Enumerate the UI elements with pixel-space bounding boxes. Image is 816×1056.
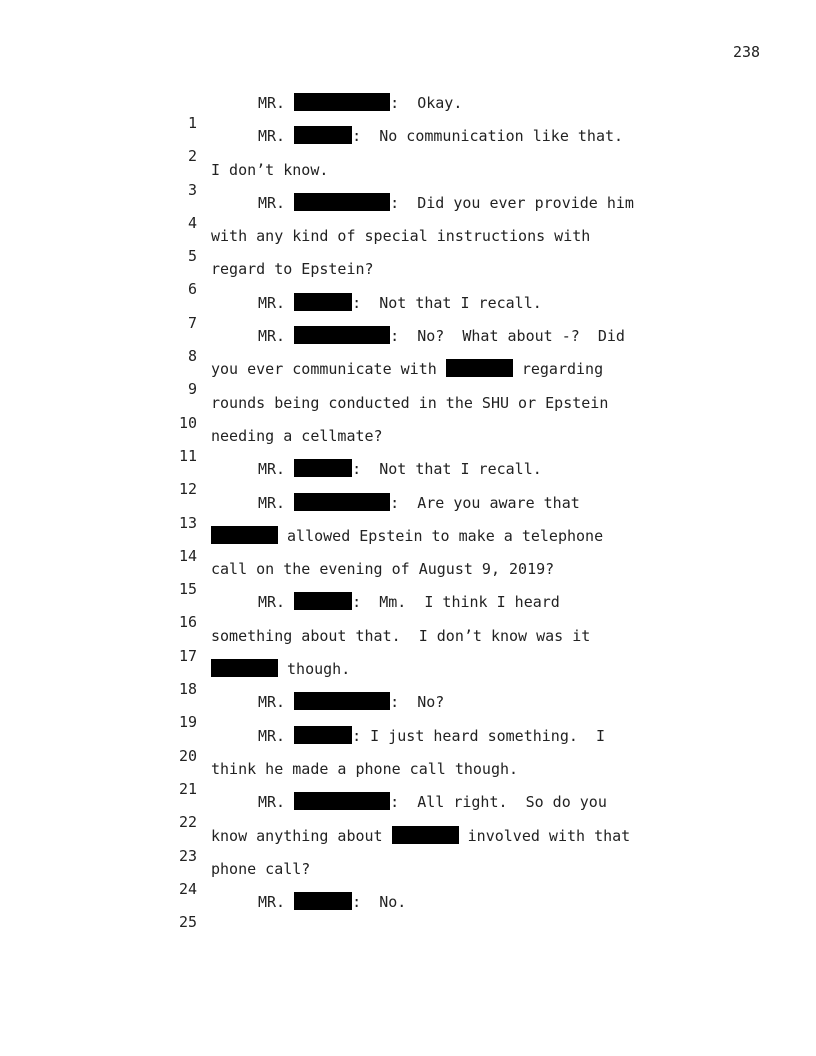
speaker-prefix: MR. [258, 193, 286, 212]
redaction-bar [294, 326, 390, 344]
redaction-bar [294, 493, 390, 511]
line-text [258, 93, 462, 113]
redaction-bar [211, 659, 278, 677]
line-text [258, 326, 625, 346]
speaker-prefix: MR. [258, 593, 286, 612]
redaction-bar [294, 892, 352, 910]
line-text [258, 692, 444, 712]
line-number: 7 [187, 313, 197, 332]
speech-text: : No. [352, 893, 407, 912]
line-number: 18 [178, 680, 197, 699]
transcript-line [0, 226, 816, 266]
transcript-line [0, 826, 816, 865]
line-number: 23 [178, 846, 197, 865]
line-text [211, 359, 603, 379]
transcript-line [0, 526, 816, 565]
transcript-line [0, 692, 816, 732]
line-text [258, 892, 406, 912]
speaker-prefix: MR. [258, 726, 286, 745]
speaker-prefix: MR. [258, 127, 286, 146]
speaker-prefix: MR. [258, 893, 286, 912]
text-after-redaction: though. [278, 660, 351, 679]
redaction-bar [446, 359, 513, 377]
line-number: 4 [187, 213, 197, 232]
redaction-bar [294, 93, 390, 111]
speech-text: : Mm. I think I heard [352, 593, 560, 612]
transcript-line [0, 792, 816, 832]
redaction-bar [294, 193, 390, 211]
speech-text: : Are you aware that [390, 493, 580, 512]
line-text [211, 826, 630, 846]
line-number: 2 [187, 147, 197, 166]
redaction-bar [294, 692, 390, 710]
speaker-prefix: MR. [258, 293, 286, 312]
transcript-line [0, 93, 816, 132]
line-text [258, 459, 542, 479]
speaker-prefix: MR. [258, 327, 286, 346]
line-number: 5 [187, 247, 197, 266]
line-number: 1 [187, 114, 197, 132]
transcript-line [0, 426, 816, 465]
line-number: 25 [178, 913, 197, 932]
transcript-line [0, 326, 816, 366]
line-text [258, 193, 634, 213]
line-text: rounds being conducted in the SHU or Epstein [211, 393, 609, 412]
speech-text: : Okay. [390, 94, 463, 112]
transcript-line [0, 160, 816, 199]
transcript-line [0, 293, 816, 332]
line-number: 14 [178, 546, 197, 565]
transcript-line [0, 393, 816, 432]
line-text [258, 126, 623, 146]
transcript-line [0, 759, 816, 798]
speaker-prefix: MR. [258, 693, 286, 712]
transcript-line [0, 892, 816, 932]
speaker-prefix: MR. [258, 460, 286, 479]
redaction-bar [392, 826, 459, 844]
redaction-bar [294, 792, 390, 810]
transcript-line [0, 459, 816, 499]
line-number: 13 [178, 513, 197, 532]
line-text [258, 726, 605, 746]
line-text [258, 293, 542, 313]
text-before-redaction: you ever communicate with [211, 360, 446, 379]
line-number: 15 [178, 580, 197, 599]
transcript-line [0, 359, 816, 399]
line-text [211, 526, 603, 546]
text-after-redaction: regarding [512, 360, 604, 379]
line-text: needing a cellmate? [211, 426, 383, 445]
transcript-line [0, 559, 816, 599]
line-number: 11 [178, 446, 197, 465]
speech-text: : I just heard something. I [352, 726, 605, 745]
speech-text: : All right. So do you [390, 793, 607, 812]
speaker-prefix: MR. [258, 493, 286, 512]
line-number: 20 [178, 746, 197, 765]
line-number: 17 [178, 646, 197, 665]
transcript-line [0, 726, 816, 765]
redaction-bar [294, 293, 352, 311]
page-number: 238 [733, 43, 761, 61]
line-number: 12 [178, 480, 197, 499]
speech-text: : Not that I recall. [352, 293, 542, 312]
line-number: 16 [178, 613, 197, 632]
line-number: 24 [178, 879, 197, 898]
speech-text: : Did you ever provide him [390, 193, 634, 212]
speech-text: : No communication like that. [352, 127, 624, 146]
transcript-line [0, 126, 816, 166]
line-number: 22 [178, 813, 197, 832]
redaction-bar [211, 526, 278, 544]
transcript-body [0, 93, 816, 932]
speaker-prefix: MR. [258, 94, 286, 112]
transcript-line [0, 592, 816, 632]
line-number: 8 [187, 347, 197, 366]
redaction-bar [294, 592, 352, 610]
line-text: I don’t know. [211, 160, 329, 179]
speech-text: : No? What about -? Did [390, 327, 625, 346]
line-number: 21 [178, 779, 197, 798]
speaker-prefix: MR. [258, 793, 286, 812]
speech-text: : Not that I recall. [352, 460, 542, 479]
transcript-line [0, 193, 816, 232]
redaction-bar [294, 126, 352, 144]
text-after-redaction: involved with that [458, 826, 631, 845]
transcript-line [0, 626, 816, 665]
text-after-redaction: allowed Epstein to make a telephone [278, 526, 604, 545]
speech-text: : No? [390, 693, 445, 712]
transcript-line [0, 659, 816, 699]
line-text: think he made a phone call though. [211, 759, 519, 778]
line-text: call on the evening of August 9, 2019? [211, 560, 555, 579]
transcript-line [0, 493, 816, 532]
line-text [258, 592, 560, 612]
line-text: phone call? [211, 859, 311, 878]
line-text: with any kind of special instructions with [211, 227, 591, 246]
redaction-bar [294, 726, 352, 744]
transcript-line [0, 259, 816, 299]
line-text [211, 659, 350, 679]
line-text: regard to Epstein? [211, 260, 374, 279]
text-before-redaction: know anything about [211, 826, 392, 845]
transcript-line [0, 859, 816, 898]
line-text [258, 493, 580, 513]
line-number: 10 [178, 413, 197, 432]
line-text [258, 792, 607, 812]
line-number: 9 [187, 380, 197, 399]
line-number: 6 [187, 280, 197, 299]
line-number: 3 [187, 180, 197, 199]
redaction-bar [294, 459, 352, 477]
line-number: 19 [178, 713, 197, 732]
line-text: something about that. I don’t know was it [211, 626, 591, 645]
